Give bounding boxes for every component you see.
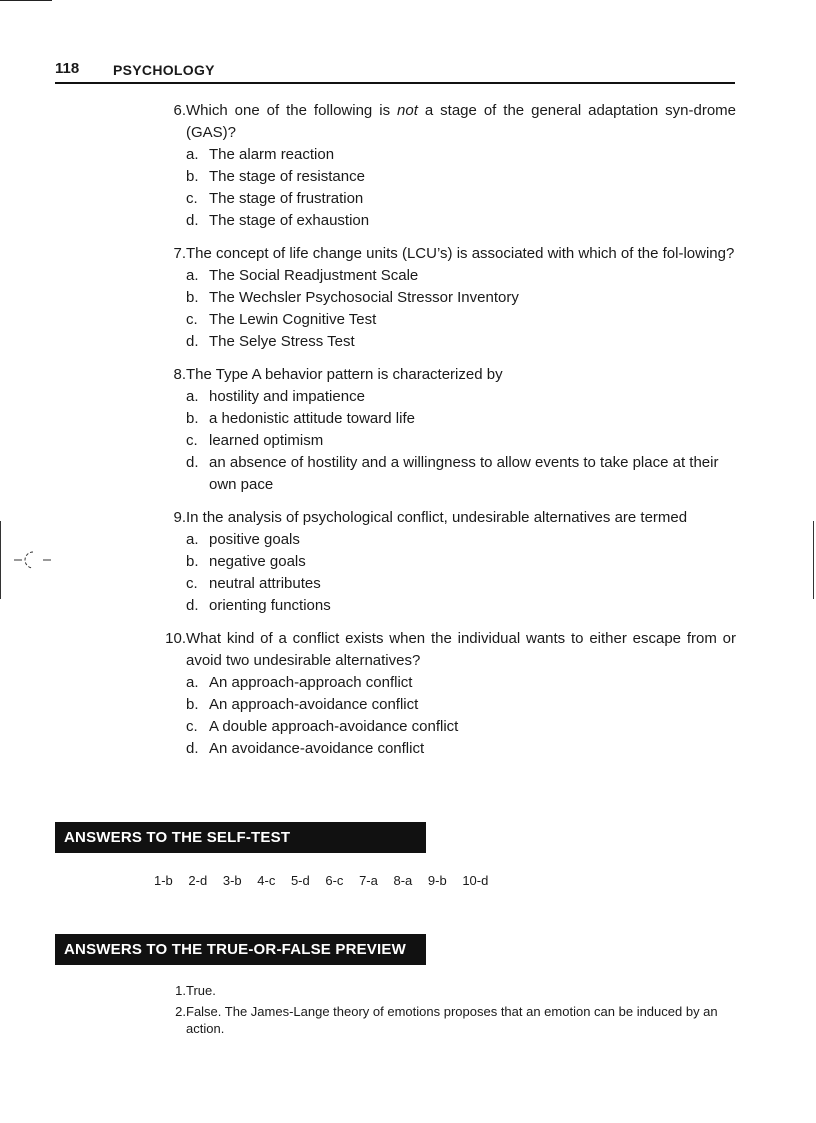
crop-mark-left xyxy=(0,521,1,599)
option-b: b. An approach-avoidance conflict xyxy=(186,696,419,713)
registration-mark-icon xyxy=(14,549,54,571)
question-10 xyxy=(150,628,736,760)
option-b: b. The Wechsler Psychosocial Stressor Inventory xyxy=(186,289,519,306)
emphasis: not xyxy=(397,102,418,119)
question-number: 6. xyxy=(173,102,186,119)
option-d: d. The stage of exhaustion xyxy=(186,212,370,229)
question-8 xyxy=(150,364,736,496)
question-9 xyxy=(150,507,736,617)
answer-item: 6-c xyxy=(325,873,344,888)
option-c: c. The stage of frustration xyxy=(186,190,364,207)
option-a: a. The Social Readjustment Scale xyxy=(186,267,419,284)
question-text: The Type A behavior pattern is characterized by xyxy=(186,366,503,383)
answer-key xyxy=(154,872,500,890)
answer-item: 7-a xyxy=(359,873,378,888)
option-a: a. The alarm reaction xyxy=(186,146,335,163)
option-c: c. The Lewin Cognitive Test xyxy=(186,311,377,328)
question-number: 10. xyxy=(165,630,186,647)
option-a: a. An approach-approach conflict xyxy=(186,674,413,691)
section-heading-true-false-answers: ANSWERS TO THE TRUE-OR-FALSE PREVIEW QUIZ xyxy=(55,934,426,965)
question-number: 9. xyxy=(173,509,186,526)
option-a: a. hostility and impatience xyxy=(186,388,365,405)
question-7 xyxy=(150,243,736,353)
section-heading-self-test-answers: ANSWERS TO THE SELF-TEST xyxy=(55,822,426,853)
answer-item: 5-d xyxy=(290,873,310,888)
question-text: In the analysis of psychological conflict, undesirable alternatives are termed xyxy=(186,509,688,526)
option-d: d. an absence of hostility and a willingness to allow events to take place at their own pace xyxy=(186,454,719,493)
page-header xyxy=(55,60,735,84)
crop-mark-right xyxy=(813,521,814,599)
option-b: b. a hedonistic attitude toward life xyxy=(186,410,415,427)
answer-item: 8-a xyxy=(393,873,413,888)
option-d: d. orienting functions xyxy=(186,597,331,614)
question-6 xyxy=(150,100,736,232)
list-item: 2. False. The James-Lange theory of emotions proposes that an emotion can be induced by an action. xyxy=(175,1004,718,1036)
question-text: Which one of the following is not a stage of the general adaptation syn-drome (GAS)? xyxy=(186,102,736,141)
answer-item: 9-b xyxy=(427,873,447,888)
crop-rule-top-left xyxy=(0,0,52,1)
running-head: PSYCHOLOGY xyxy=(113,62,215,78)
option-a: a. positive goals xyxy=(186,531,300,548)
question-text: The concept of life change units (LCU’s) is associated with which of the fol-lowing? xyxy=(186,245,735,262)
question-number: 7. xyxy=(173,245,186,262)
question-number: 8. xyxy=(173,366,186,383)
list-item: 1. True. xyxy=(175,983,216,998)
option-c: c. neutral attributes xyxy=(186,575,321,592)
answer-item: 3-b xyxy=(222,873,242,888)
option-b: b. The stage of resistance xyxy=(186,168,365,185)
answer-item: 4-c xyxy=(257,873,276,888)
answer-item: 2-d xyxy=(188,873,208,888)
option-d: d. An avoidance-avoidance conflict xyxy=(186,740,425,757)
answer-item: 10-d xyxy=(462,873,489,888)
question-text: What kind of a conflict exists when the individual wants to either escape from or avoid two undesirable alternatives? xyxy=(186,630,736,669)
page-number: 118 xyxy=(55,60,80,77)
question-list xyxy=(150,100,736,771)
option-c: c. A double approach-avoidance conflict xyxy=(186,718,459,735)
option-b: b. negative goals xyxy=(186,553,306,570)
option-c: c. learned optimism xyxy=(186,432,324,449)
answer-item: 1-b xyxy=(154,873,173,888)
true-false-answers xyxy=(150,982,736,1041)
option-d: d. The Selye Stress Test xyxy=(186,333,355,350)
